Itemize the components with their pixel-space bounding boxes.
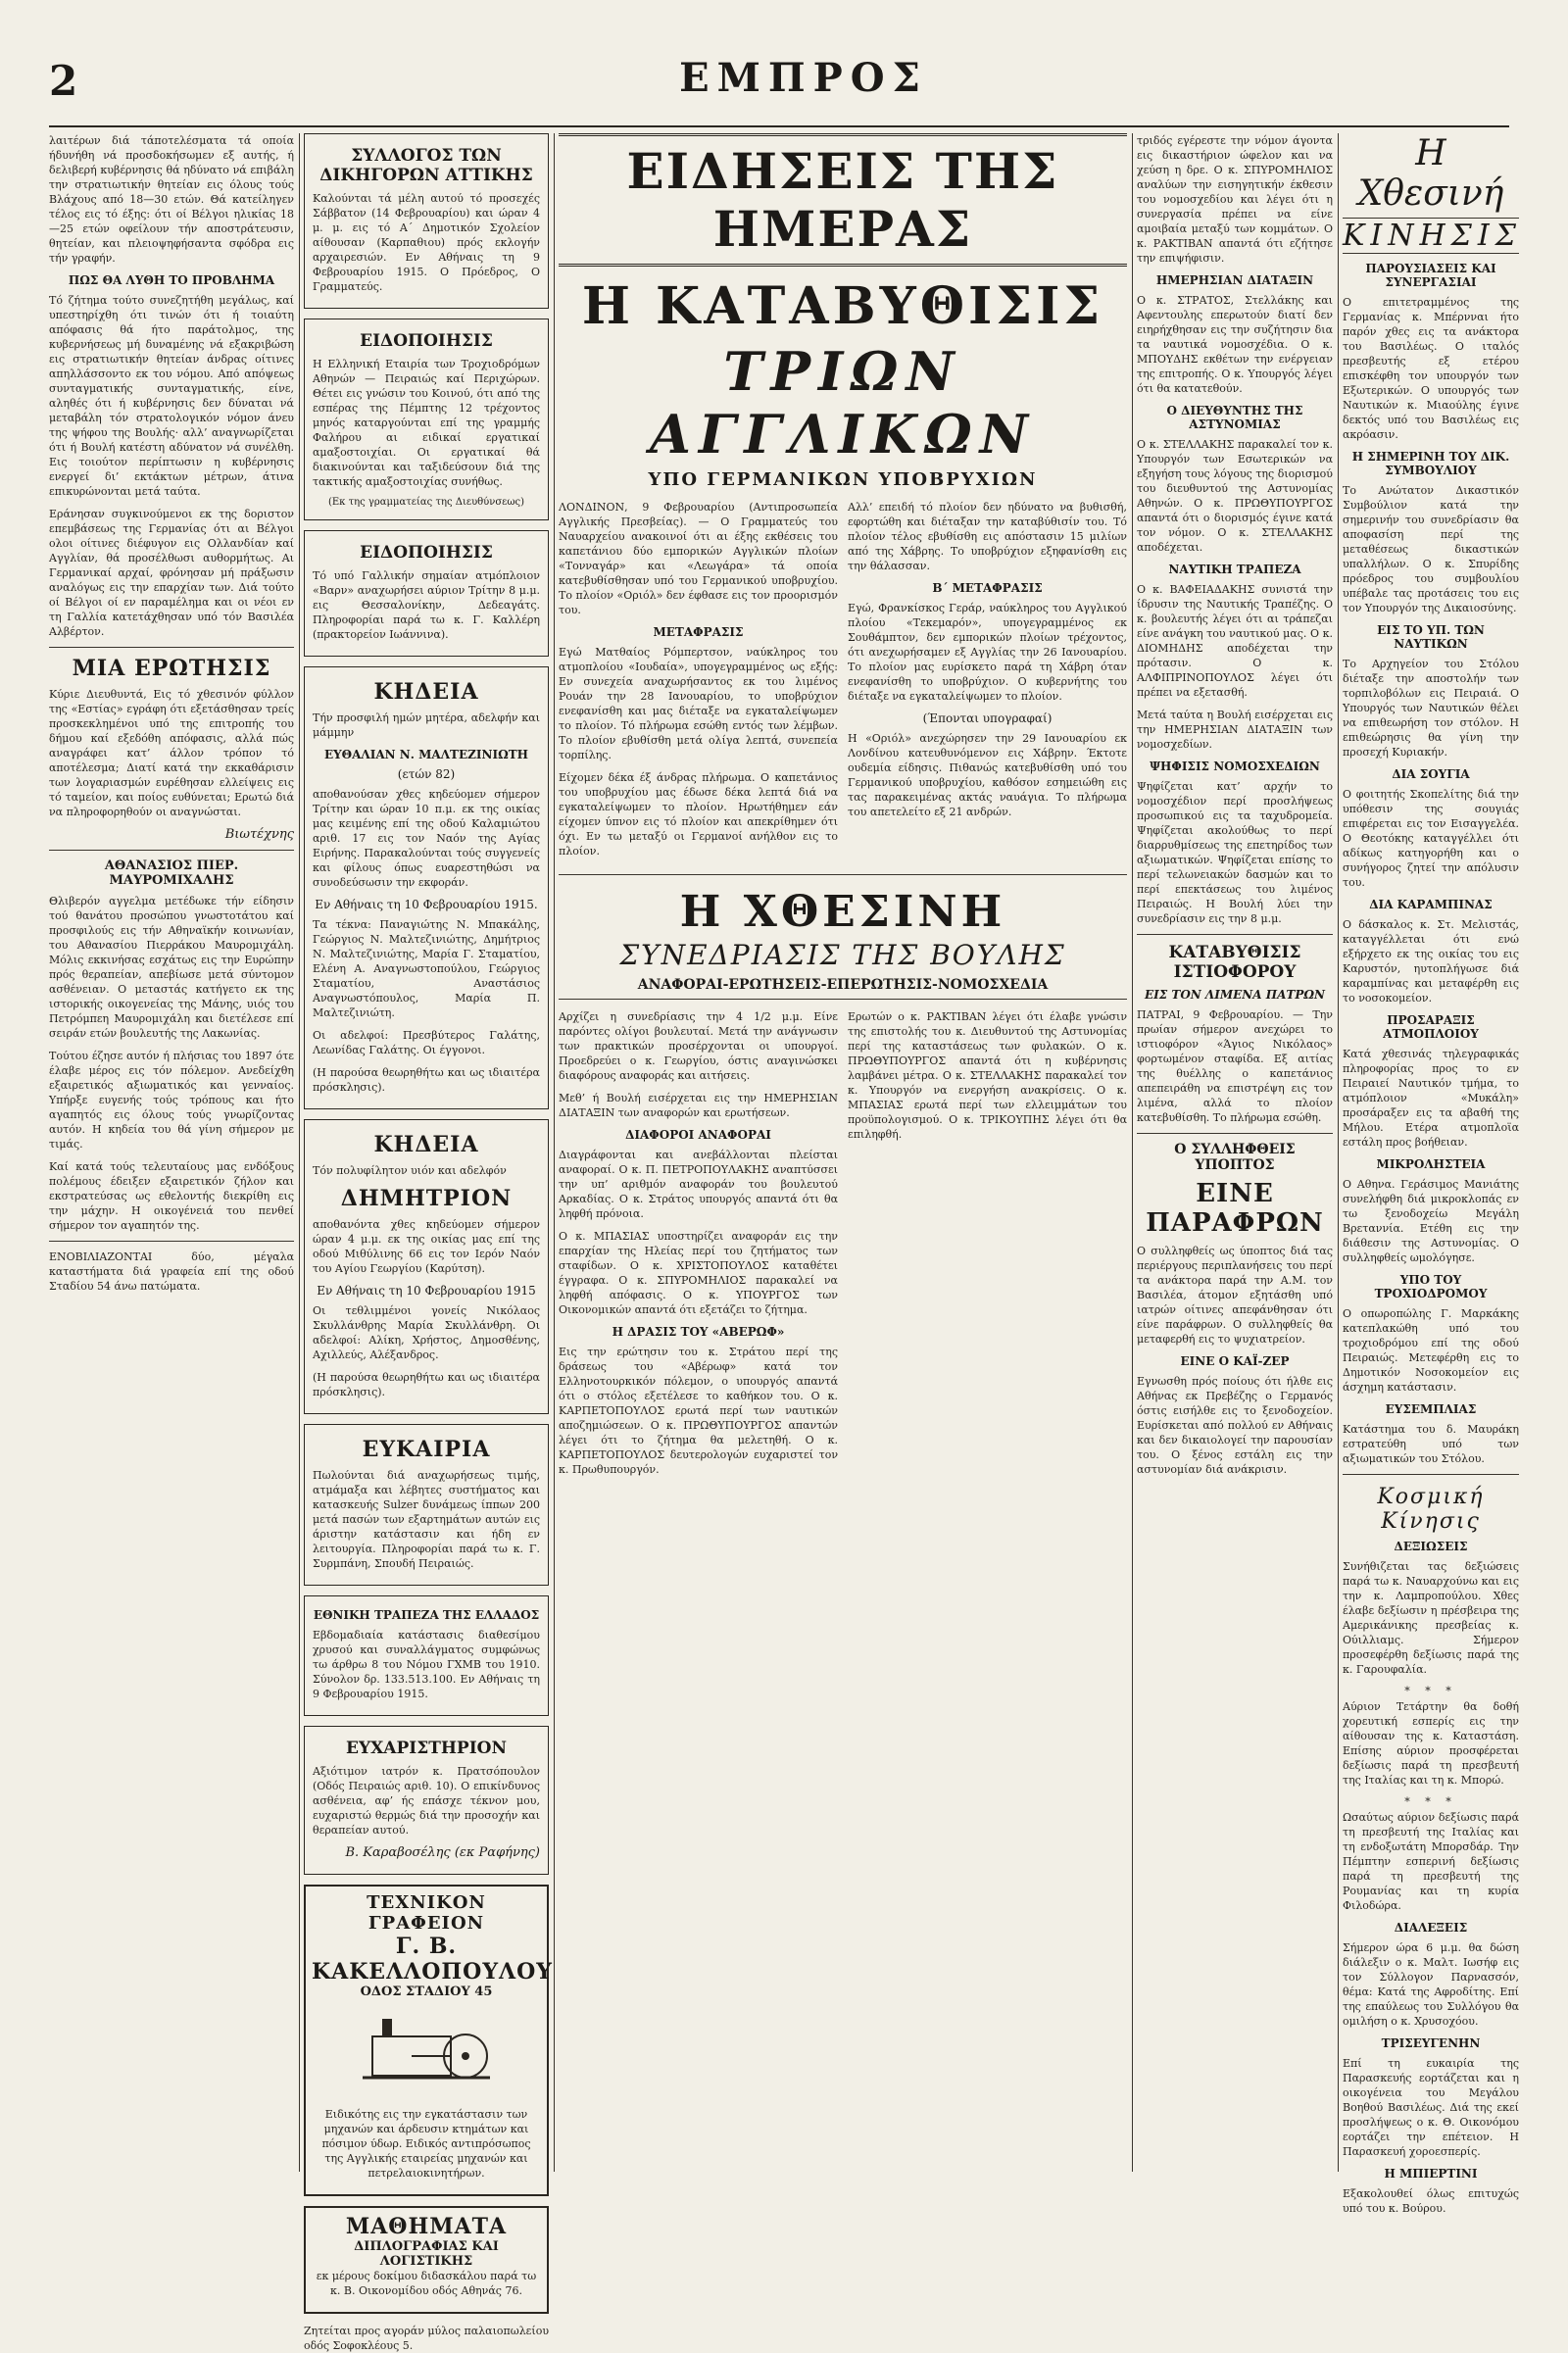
article-text: Εγώ Ματθαίος Ρόμπερτσον, ναύκληρος του ατμοπλοίου «Ιουδαία», υπογεγραμμένος ως εξής: Εν συνεχεία αναχωρήσαντος εκ του λιμένος Ρουάν την 28 Ιανουαρίου, το υποβρύχιον ενεφανίσθη και μας διέταξε να εγκαταλείψωμεν το πλοίον. Τό πλήρωμα εσώθη εντός των λέμβων. Το πλοίον εβυθίσθη μετά ολίγα λεπτά, συνεπεία τορπίλης. [559,646,838,761]
article-text: Ερωτών ο κ. ΡΑΚΤΙΒΑΝ λέγει ότι έλαβε γνώσιν της επιστολής του κ. Διευθυντού της Αστυνομίας περί της καταστάσεως των φυλακών. Ο κ. ΠΡΩΘΥΠΟΥΡΓΟΣ απαντά ότι η κυβέρνησις λαμβάνει μέτρα. Ο κ. ΣΤΕΛΛΑΚΗΣ παρακαλεί τον κ. Υπουργόν να ενεργήση ανακρίσεις. Ο κ. ΜΠΑΣΙΑΣ ερωτά περί των ελλειμμάτων του προϋπολογισμού. Ο κ. ΤΡΙΚΟΥΠΗΣ λέγει ότι θα επιληφθή. [848,1010,1127,1141]
article-heading: ΚΑΤΑΒΥΘΙΣΙΣ ΙΣΤΙΟΦΟΡΟΥ [1168,943,1301,982]
article-text: ΛΟΝΔΙΝΟΝ, 9 Φεβρουαρίου (Αντιπροσωπεία Αγγλικής Πρεσβείας). — Ο Γραμματεύς του Ναυαρχείου ανακοινοί ότι αι έξης εκθέσεις του καπετάνιου δύο εμπορικών Αγγλικών πλοίων «Τονναγάρ» και «Λεωγάρα» τά οποία κατεβυθίσθησαν υπό του Γερμανικού υποβρυχίου. Το πλοίον «Οριόλ» δεν έφθασε εις τον προορισμόν του. [559,501,838,616]
classified-ad: Ζητείται προς αγοράν μύλος παλαιοπωλείου οδός Σοφοκλέους 5. [304,2325,549,2352]
sub-heading: ΔΙΑΦΟΡΟΙ ΑΝΑΦΟΡΑΙ [625,1128,771,1142]
news-heading: ΠΑΡΟΥΣΙΑΣΕΙΣ ΚΑΙ ΣΥΝΕΡΓΑΣΙΑΙ [1365,262,1496,289]
article-text: Ο κ. ΒΑΦΕΙΑΔΑΚΗΣ συνιστά την ίδρυσιν της Ναυτικής Τραπέζης. Ο κ. βουλευτής λέγει ότι αι τράπεζαι είνε ανάγκη του ναυτικού μας. Ο κ. ΔΙΟΜΗΔΗΣ αποδέχεται την πρότασιν. Ο κ. ΑΛΦΙΠΡΙΝΟΠΟΥΛΟΣ λέγει ότι πρέπει να εξετασθή. [1137,583,1333,699]
article-columns [559,1009,1127,1485]
news-heading: ΕΙΣ ΤΟ ΥΠ. ΤΩΝ ΝΑΥΤΙΚΩΝ [1377,623,1485,651]
thanks-text: Αξιότιμον ιατρόν κ. Πρατσόπουλον (Οδός Πειραιώς αριθ. 10). Ο επικίνδυνος ασθένεια, αφ’ ής επάσχε τέκνον μου, ευχαριστώ θερμώς διά την προσοχήν και θεραπείαν αυτού. [313,1765,540,1837]
sub-heading: ΝΑΥΤΙΚΗ ΤΡΑΠΕΖΑ [1168,563,1301,576]
article-text: Διαγράφονται και ανεβάλλονται πλείσται αναφοραί. Ο κ. Π. ΠΕΤΡΟΠΟΥΛΑΚΗΣ αναπτύσσει την υπ’ αριθμόν αναφοράν του βουλευτού Αρκαδίας. Ο κ. Στράτος υπουργός απαντά ότι θα ληφθή πρόνοια. [559,1149,838,1220]
section-subtitle: ΚΙΝΗΣΙΣ [1343,219,1522,253]
notice-source: (Εκ της γραμματείας της Διευθύνσεως) [327,497,524,508]
obituary-text: Τούτου έζησε αυτόν ή πλήσιας του 1897 ότε έλαβε μέρος εις τόν πόλεμον. Ανεδείχθη εξαιρετικός αξιωματικός και γενναίος. Υπήρξε ευγενής τούς τρόπους και ήτο αγαπητός εις όλους τούς γνωρίζοντας αυτόν. Η κηδεία του θά γίνη σήμερον με τιμάς. [49,1050,294,1151]
deceased-age: (ετών 82) [397,767,456,781]
article-left-column [559,1009,838,1485]
funeral-text: αποθανούσαν χθες κηδεύομεν σήμερον Τρίτην και ώραν 10 π.μ. εκ της οικίας μας κειμένης επί της οδού Καλαμιώτου αριθ. 17 εις τον Ναόν της Αγίας Ειρήνης. Παρακαλούνται τούς συγγενείς και φίλους όπως ευαρεστηθώσι να συνοδεύσωσιν την εκφοράν. [313,788,540,889]
notice-text: Καλούνται τά μέλη αυτού τό προσεχές Σάββατον (14 Φεβρουαρίου) και ώραν 4 μ. μ. εις τό Α΄ Δημοτικόν Σχολείον αίθουσαν (Καρπαθιου) πρός εκλογήν αρχαιρεσιών. Εν Αθήναις τη 9 Φεβρουαρίου 1915. Ο Πρόεδρος, Ο Γραμματεύς. [313,192,540,293]
headline-line-2: ΤΡΙΩΝ ΑΓΓΛΙΚΩΝ [649,340,1037,466]
steam-engine-illustration [353,2007,500,2095]
notice-heading: ΣΥΛΛΟΓΟΣ ΤΩΝ ΔΙΚΗΓΟΡΩΝ ΑΤΤΙΚΗΣ [319,146,533,185]
signature-note: (Έπονται υπογραφαί) [922,711,1053,725]
divider [559,874,1127,875]
lessons-heading: ΜΑΘΗΜΑΤΑ [345,2214,508,2239]
lessons-ad [304,2206,549,2314]
thanks-heading: ΕΥΧΑΡΙΣΤΗΡΙΟΝ [345,1739,508,1758]
classified-ad: ΕΝΟΒΙΛΙΑΖΟΝΤΑΙ δύο, μέγαλα καταστήματα διά γραφεία επί της οδού Σταδίου 54 άνω πατώματα. [49,1250,294,1293]
society-title: Κοσμική Κίνησις [1377,1485,1485,1534]
divider [49,647,294,648]
deceased-name: ΔΗΜΗΤΡΙΟΝ [340,1186,513,1211]
newspaper-name: ΕΜΠΡΟΣ [679,55,928,101]
article-heading: ΜΙΑ ΕΡΩΤΗΣΙΣ [72,656,271,681]
sale-text: Πωλούνται διά αναχωρήσεως τιμής, ατμάμαξα και λέβητες συστήματος και κατασκευής Sulzer δυνάμεως ίππων 200 μετά πασών των εξαρτημάτων αυτών εις άριστην κατάστασιν και ήδη εν λειτουργία. Πληροφορίαι παρά τω κ. Γ. Συρμπάνη, Σπουδή Πειραιώς. [313,1469,540,1570]
headline-line-1: Η ΚΑΤΑΒΥΘΙΣΙΣ [581,276,1104,336]
news-text: Σήμερον ώρα 6 μ.μ. θα δώση διάλεξιν ο κ. Μαλτ. Ιωσήφ εις τον Σύλλογον Παρνασσόν, θέμα: Κατά της Αφροδίτης. Επί της επαύλεως του Συλλόγου θα ομιλήση ο κ. Χρυσοχόου. [1343,1941,1519,2028]
notice-heading: ΕΙΔΟΠΟΙΗΣΙΣ [360,543,493,563]
sub-heading: ΜΕΤΑΦΡΑΣΙΣ [653,625,744,639]
divider [1137,934,1333,935]
news-text: Επί τη ευκαιρία της Παρασκευής εορτάζεται και η οικογένεια του Μεγάλου Βοηθού Βασιλέως. Διά της εκεί προσλήψεως ο κ. Θ. Οικονόμου εορτάζει την επέτειον. Η Παρασκευή χοροεσπερίς. [1343,2057,1519,2158]
page-number: 2 [49,57,78,105]
notice-box [304,530,549,657]
article-right-column [848,500,1127,866]
letter-signature: Βιωτέχνης [224,827,294,842]
news-heading: ΔΙΑ ΣΟΥΓΙΑ [1392,767,1470,781]
article-text: Αλλ’ επειδή τό πλοίον δεν ηδύνατο να βυθισθή, εφορτώθη και διέταξαν την καταβύθισίν του. Τό πλοίον τέλος εβυθίσθη εις απόστασιν 15 μιλίων από της Χάβρης. Το υποβρύχιον εξηφανίσθη εις την θάλασσαν. [848,501,1127,572]
letter-text: Κύριε Διευθυντά, Εις τό χθεσινόν φύλλον της «Εστίας» εγράφη ότι εξετάσθησαν τρείς προσκεκλημένοι υπό της επιτροπής του δήμου καί εξεδόθη απόφασις, αλλά πώς αναγράφει κατ’ άλλον τρόπον τό αποτέλεσμα; Διατί κατά την εκκαθάρισιν των λογαριασμών ευρέθησαν ελλείψεις εις τό ταμείον, και ποίος ευθύνεται; Ερωτώ διά να πληροφορηθούν οι αναγνώσται. [49,688,294,818]
news-text: Κατάστημα του δ. Μαυράκη εστρατεύθη υπό των αξιωματικών του Στόλου. [1343,1423,1519,1465]
news-heading: ΕΥΣΕΜΠΛΙΑΣ [1385,1402,1477,1416]
column-5 [1343,133,1522,2215]
article-heading: ΠΩΣ ΘΑ ΛΥΘΗ ΤΟ ΠΡΟΒΛΗΜΑ [68,273,275,287]
article-subheading: ΕΙΣ ΤΟΝ ΛΙΜΕΝΑ ΠΑΤΡΩΝ [1144,988,1325,1002]
article-text: Είχομεν δέκα έξ άνδρας πλήρωμα. Ο καπετάνιος του υποβρυχίου μας έδωσε δέκα λεπτά διά να εγκαταλείψωμεν το πλοίον. Ηρωτήθημεν εάν είχομεν ύπνον εις τό πλοίον και απεκρίθημεν ότι όχι. Εν τω μεταξύ οι Γερμανοί ανήλθον εις το πλοίον. [559,771,838,858]
notice-text: Τό υπό Γαλλικήν σημαίαν ατμόπλοιον «Βαρν» αναχωρήσει αύριον Τρίτην 8 μ.μ. εις Θεσσαλονίκην, Δεδεαγάτς. Πληροφορίαι παρά τω κ. Γ. Καλλέρη (πρακτορείον Ιωάννινα). [313,569,540,641]
sub-heading: Η ΔΡΑΣΙΣ ΤΟΥ «ΑΒΕΡΩΦ» [612,1325,785,1339]
divider [1137,1133,1333,1134]
section-title: Η Χθεσινή [1357,133,1504,214]
article-left-column [559,500,838,866]
sub-heading: Ο ΔΙΕΥΘΥΝΤΗΣ ΤΗΣ ΑΣΤΥΝΟΜΙΑΣ [1166,404,1303,431]
funeral-note: (Η παρούσα θεωρηθήτω και ως ιδιαιτέρα πρόσκλησις). [313,1371,540,1398]
bank-text: Εβδομαδιαία κατάστασις διαθεσίμου χρυσού και συναλλάγματος συμφώνως τω άρθρω 8 του Νόμου ΓΧΜΒ του 1910. Σύνολον δρ. 133.513.100. Εν Αθήναις τη 9 Φεβρουαρίου 1915. [313,1629,540,1700]
article-heading: Ο ΣΥΛΛΗΦΘΕΙΣ ΥΠΟΠΤΟΣ [1174,1142,1296,1173]
column-divider [1338,133,1339,2172]
article-columns [559,500,1127,866]
article-text: Ο κ. ΣΤΕΛΛΑΚΗΣ παρακαλεί τον κ. Υπουργόν των Εσωτερικών να εξηγήση τους λόγους της διορισμού του διευθυντού της Αστυνομίας Αθηνών. Ο κ. ΠΡΩΘΥΠΟΥΡΓΟΣ απαντά ότι ο διορισμός έγινε κατά τον νόμον. Ο κ. ΣΤΕΛΛΑΚΗΣ αποδέχεται. [1137,438,1333,554]
divider [49,850,294,851]
mourners-list: Οι αδελφοί: Πρεσβύτερος Γαλάτης, Λεωνίδας Γαλάτης. Οι έγγονοι. [313,1029,540,1056]
news-heading: Η ΣΗΜΕΡΙΝΗ ΤΟΥ ΔΙΚ. ΣΥΜΒΟΥΛΙΟΥ [1351,450,1510,477]
column-1 [49,133,294,2172]
column-4 [1137,133,1333,2172]
star-separator: * * * [1404,1795,1457,1808]
parliament-subtitle: ΣΥΝΕΔΡΙΑΣΙΣ ΤΗΣ ΒΟΥΛΗΣ [619,939,1066,971]
headline-subtitle: ΥΠΟ ΓΕΡΜΑΝΙΚΩΝ ΥΠΟΒΡΥΧΙΩΝ [648,469,1038,490]
funeral-notice [304,666,549,1109]
masthead [49,27,1509,127]
news-text: Ο δάσκαλος κ. Στ. Μελιστάς, καταγγέλλεται ότι ενώ εξήρχετο εκ της οικίας του εις Καρυστόν, ηυτοπλήγωσε διά καραμπίνας και μεταφέρθη εις το νοσοκομείον. [1343,918,1519,1005]
ad-text: Ειδικότης εις την εγκατάστασιν των μηχανών και άρδευσιν κτημάτων και πόσιμον ύδωρ. Ειδικός αντιπρόσωπος της Αγγλικής εταιρείας μηχανών και πετρελαιοκινητήρων. [321,2108,531,2180]
article-text: Εράνησαν συγκινούμενοι εκ της δοριστον επεμβάσεως της Γερμανίας ότι αι Βέλγοι ολοι οίτινες διέφυγον εις Ολλανδίαν καί Αγγλίαν, θά προσέλθωσι αυθορμήτως. Αι Γερμανικαί αρχαί, φρόνησαν μή πράξωσιν αναλόγως εις την επαρχίαν των. Διά τούτο οί Βέλγοι οί εν παραμέλημα και οι νέοι εν τη Γαλλία κατετάχθησαν υπό τόν Βασιλέα Αλβέρτον. [49,508,294,638]
sale-heading: ΕΥΚΑΙΡΙΑ [362,1437,491,1462]
mourners-list: Τα τέκνα: Παναγιώτης Ν. Μπακάλης, Γεώργιος Ν. Μαλτεζινιώτης, Δημήτριος Ν. Μαλτεζινιώτης, Μαρία Γ. Σταματίου, Ελένη Α. Αναγνωστοπούλου, Γεώργιος Σταματίου, Αναστάσιος Αναγνωστόπουλος, Μαρία Π. Μαλτεζινιώτη. [313,918,540,1019]
funeral-heading: ΚΗΔΕΙΑ [373,679,479,705]
news-text: Ο Αθηνα. Γεράσιμος Μανιάτης συνελήφθη διά μικροκλοπάς εν τω ξενοδοχείω Μεγάλη Βρεταννία. Ετέθη εις την διάθεσιν της Αστυνομίας. Ο συλληφθείς ωμολόγησε. [1343,1178,1519,1264]
thanks-signature: Β. Καραβοσέλης (εκ Ραφήνης) [345,1845,540,1860]
deceased-name: ΕΥΘΑΛΙΑΝ Ν. ΜΑΛΤΕΖΙΝΙΩΤΗ [323,748,529,761]
obituary-text: Θλιβερόν αγγελμα μετέδωκε τήν είδησιν τού θανάτου προσώπου γνωστοτάτου καί προσφιλούς εις τήν Αθηναϊκήν κοινωνίαν, του Αθανασίου Πιερράκου Μαυρομιχάλη. Μόλις εκκινήσας εσχάτως εις την Ευρώπην πρός θεραπείαν, απεβίωσε μετά σύντομον ασθένειαν. Ο μεταστάς κατήγετο εκ της ιστορικής οικογενείας της Μάνης, υιός του Πετρόμπεη Μαυρομιχάλη και διετέλεσε επί σειράν ετών βουλευτής της Λακωνίας. [49,895,294,1040]
sub-heading: ΗΜΕΡΗΣΙΑΝ ΔΙΑΤΑΞΙΝ [1155,273,1314,287]
news-text: Ο οπωροπώλης Γ. Μαρκάκης κατεπλακώθη υπό του τροχιοδρόμου επί της οδού Πειραιώς. Μετεφέρθη εις το Δημοτικόν Νοσοκομείον εις άσχημη κατάστασιν. [1343,1307,1519,1394]
parliament-title: Η ΧΘΕΣΙΝΗ [679,887,1006,937]
news-text: Ο φοιτητής Σκοπελίτης διά την υπόθεσιν της σουγιάς επιφέρεται εις τον Εισαγγελέα. Ο Θεοτόκης καταγγέλλει ότι αδίκως κατηγορήθη και ο συνήγορος ζητεί την απόλυσιν του. [1343,788,1519,889]
funeral-note: (Η παρούσα θεωρηθήτω και ως ιδιαιτέρα πρόσκλησις). [313,1066,540,1094]
column-divider [299,133,300,2172]
article-text: τριδός εγέρεστε την νόμον άγοντα εις δικαστήριον ώφελον και να χεύση η δρε. Ο κ. ΣΠΥΡΟΜΗΛΙΟΣ αναλύων την εισηγητικήν έκθεσιν του νομοσχεδίου και λέγει ότι η συνεργασία πρέπει να είνε αμοιβαία μεταξύ των κομμάτων. Ο κ. ΡΑΚΤΙΒΑΝ απαντά ότι εζήτησε την επιψήφισιν. [1137,134,1333,265]
article-text: λαιτέρων διά τάποτελέσματα τά οποία ήδυνήθη νά προσδοκήσωμεν εξ αυτής, ή δελιβερή κυβέρνησις θά ηδύνατο νά επιβάλη την στρατιωτικήν θητείαν εις όλους τούς Βλάχους από 18—30 ετών. Θά κατείληγεν τέλος εις τό έξης: ότι οί Βέλγοι ηλικίας 18—25 ετών οφείλουν τήν αποστράτευσιν, θητείαν, και πλειοψηφήσαντα σφόδρα εις τήν γραφήν. [49,134,294,265]
article-text: Η «Οριόλ» ανεχώρησεν την 29 Ιανουαρίου εκ Λονδίνου κατευθυνόμενον εις Χάβρην. Έκτοτε ουδεμία είδησις. Πιθανώς κατεβυθίσθη υπό του Γερμανικού υποβρυχίου, καθόσον εσημειώθη εις τας παρακειμένας ακτάς ναυάγια. Το πλήρωμα του απετελείτο εξ 21 ανδρών. [848,732,1127,818]
thanks-notice [304,1726,549,1875]
news-text: Εξακολουθεί όλως επιτυχώς υπό του κ. Βούρου. [1343,2187,1519,2215]
sale-notice [304,1424,549,1586]
news-text: Αύριον Τετάρτην θα δοθή χορευτική εσπερίς εις την αίθουσαν της κ. Καταστάση. Επίσης αύριον προσφέρεται δεξίωσις παρά τη πρεσβευτή της Ιταλίας και τη κ. Μπορώ. [1343,1700,1519,1787]
article-text: Ο συλληφθείς ως ύποπτος διά τας περιέργους περιπλανήσεις του περί τα ανάκτορα παρά την Α.Μ. τον Βασιλέα, άτομον εξητάσθη υπό ιατρών οίτινες απεφάνθησαν ότι είνε παράφρων. Ο συλληφθείς θα μεταφερθή εις το ψυχιατρείον. [1137,1245,1333,1346]
article-subheading: ΕΙΝΕ ΠΑΡΑΦΡΩΝ [1146,1179,1324,1238]
ad-street: ΟΔΟΣ ΣΤΑΔΙΟΥ 45 [360,1985,493,1999]
news-text: Ο επιτετραμμένος της Γερμανίας κ. Μπέρνναι ήτο παρόν χθες εις τα ανάκτορα του Βασιλέως. Ο ιταλός πρεσβευτής εξ ετέρου επισκέφθη τον υπουργόν των Εξωτερικών. Ο υπουργός των Ναυτικών κ. Μιαούλης έγινε δεκτός υπό του Βασιλέως εις ακρόασιν. [1343,296,1519,441]
news-text: Το Ανώτατον Δικαστικόν Συμβούλιον κατά την σημερινήν του συνεδρίασιν θα αποφασίση περί της μεταθέσεως δικαστικών υπαλλήλων. Ο κ. Σπυρίδης πρόεδρος του συμβουλίου υπέβαλε τας προτάσεις του εις τον Υπουργόν της Δικαιοσύνης. [1343,484,1519,614]
article-right-column [848,1009,1127,1485]
obituary-heading: ΑΘΑΝΑΣΙΟΣ ΠΙΕΡ. ΜΑΥΡΟΜΙΧΑΛΗΣ [104,858,239,888]
divider [1343,1474,1519,1475]
funeral-date: Εν Αθήναις τη 10 Φεβρουαρίου 1915. [315,898,538,911]
news-heading: ΤΡΙΣΕΥΓΕΝΗΝ [1381,2036,1481,2050]
column-3 [559,133,1127,2172]
divider [49,1241,294,1242]
technical-office-ad [304,1885,553,2196]
lessons-subject: ΔΙΠΛΟΓΡΑΦΙΑΣ ΚΑΙ ΛΟΓΙΣΤΙΚΗΣ [354,2239,499,2269]
article-text: Ψηφίζεται κατ’ αρχήν το νομοσχέδιον περί προσλήψεως προσωπικού εις τα ταχυδρομεία. Ψηφίζεται ακολούθως το περί διαρρυθμίσεως της επετηρίδος των αξιωματικών. Ψηφίζεται επίσης το περί τελωνειακών δασμών και το περί επεκτάσεως του λιμένος Πειραιώς. Η Βουλή λύει την συνεδρίασιν εις την 8 μ.μ. [1137,780,1333,925]
funeral-text: Τήν προσφιλή ημών μητέρα, αδελφήν και μάμμην [313,711,540,739]
column-divider [554,133,555,2172]
funeral-text: Τόν πολυφίλητον υιόν και αδελφόν [313,1164,507,1177]
funeral-date: Εν Αθήναις τη 10 Φεβρουαρίου 1915 [317,1284,536,1298]
news-heading: ΥΠΟ ΤΟΥ ΤΡΟΧΙΟΔΡΟΜΟΥ [1374,1273,1488,1300]
news-heading: ΠΡΟΣΑΡΑΞΙΣ ΑΤΜΟΠΛΟΙΟΥ [1383,1013,1479,1041]
news-heading: ΔΕΞΙΩΣΕΙΣ [1394,1540,1468,1553]
article-text: Εις την ερώτησιν του κ. Στράτου περί της δράσεως του «Αβέρωφ» κατά τον Ελληνοτουρκικόν πόλεμον, ο υπουργός απαντά ότι ο στόλος εξετέλεσε το καθήκον του. Ο κ. ΚΑΡΠΕΤΟΠΟΥΛΟΣ ερωτά περί των ναυτικών αποζημιώσεων. Ο κ. ΠΡΩΘΥΠΟΥΡΓΟΣ απαντών λέγει ότι το ζήτημα θα μελετηθή. Ο κ. ΚΑΡΠΕΤΟΠΟΥΛΟΣ δευτερολογών ευχαριστεί τον κ. Πρωθυπουργόν. [559,1346,838,1476]
sub-heading: ΕΙΝΕ Ο ΚΑΪ-ΖΕΡ [1180,1354,1290,1368]
article-text: Ο κ. ΜΠΑΣΙΑΣ υποστηρίζει αναφοράν εις την επαρχίαν της Ηλείας περί του ζητήματος των σταφίδων. Ο κ. ΧΡΙΣΤΟΠΟΥΛΟΣ καταθέτει έγγραφα. Ο κ. ΣΠΥΡΟΜΗΛΙΟΣ παρακαλεί να ληφθή απόφασις. Ο κ. ΥΠΟΥΡΓΟΣ των Οικονομικών απαντά ότι εξετάζει το ζήτημα. [559,1230,838,1316]
notice-box [304,133,549,309]
bank-notice [304,1595,549,1716]
sub-heading: Β΄ ΜΕΤΑΦΡΑΣΙΣ [932,581,1043,595]
article-text: Τό ζήτημα τούτο συνεζητήθη μεγάλως, καί υπεστηρίχθη ότι τινών ότι ή τοιαύτη απόφασις θά ήτο παράτολμος, της κυβερνήσεως μή δυναμένης νά εξακριβώση εις στρατιωτικήν θητείαν άνδρας οίτινες απηλλάσσοντο εκ του νόμου. Από απόψεως συνταγματικής συνταγματικής, είνε, αληθές ότι ή κυβέρνησις δεν δύναται νά μεταβάλη τόν στρατολογικόν νόμον άνευ της ψήφου της Βουλής· αλλ’ αναγνωρίζεται ότι ή Βουλή κατέστη αδύνατον νά συνέλθη. Εις τοιούτον περίπτωσιν η κυβέρνησις ενεργεί δι’ εκτάκτων μέτρων, άτινα επικυρώνονται μετά ταύτα. [49,294,294,498]
article-text: Μεθ’ ή Βουλή εισέρχεται εις την ΗΜΕΡΗΣΙΑΝ ΔΙΑΤΑΞΙΝ των αναφορών και ερωτήσεων. [559,1092,838,1119]
section-banner: ΕΙΔΗΣΕΙΣ ΤΗΣ ΗΜΕΡΑΣ [559,133,1127,267]
parliament-topics: ΑΝΑΦΟΡΑΙ-ΕΡΩΤΗΣΕΙΣ-ΕΠΕΡΩΤΗΣΙΣ-ΝΟΜΟΣΧΕΔΙΑ [559,977,1127,1000]
lessons-text: εκ μέρους δοκίμου διδασκάλου παρά τω κ. Β. Οικονομίδου οδός Αθηνάς 76. [316,2270,537,2297]
mourners-list: Οι τεθλιμμένοι γονείς Νικόλαος Σκυλλάνθρης Μαρία Σκυλλάνθρη. Οι αδελφοί: Αλίκη, Χρήστος, Δημοσθένης, Αχιλλεύς, Αλέξανδρος. [313,1304,540,1361]
column-divider [1132,133,1133,2172]
obituary-text: Καί κατά τούς τελευταίους μας ενδόξους πολέμους έδειξεν εξαιρετικόν ζήλον και εκστρατεύσας ως εθελοντής διεκρίθη εις την μάχην. Η οικογένειά του πενθεί σήμερον τον αγαπητόν της. [49,1160,294,1232]
ad-title: ΤΕΧΝΙΚΟΝ ΓΡΑΦΕΙΟΝ [367,1892,486,1934]
funeral-text: αποθανόντα χθες κηδεύομεν σήμερον ώραν 4 μ.μ. εκ της οικίας μας επί της οδού Μιθύλινης 66 εις τον Ιερόν Ναόν του Αγίου Γεωργίου (Καρύτση). [313,1218,540,1275]
bank-heading: ΕΘΝΙΚΗ ΤΡΑΠΕΖΑ ΤΗΣ ΕΛΛΑΔΟΣ [313,1608,540,1622]
article-text: ΠΑΤΡΑΙ, 9 Φεβρουαρίου. — Την πρωίαν σήμερον ανεχώρει το ιστιοφόρον «Άγιος Νικόλαος» φορτωμένον σταφίδα. Εξ αιτίας της θυέλλης ο καπετάνιος απεπειράθη να επιστρέψη εις τον λιμένα, αλλά το πλοίον κατεβυθίσθη. Το πλήρωμα εσώθη. [1137,1008,1333,1124]
star-separator: * * * [1404,1685,1457,1697]
sub-heading: ΨΗΦΙΣΙΣ ΝΟΜΟΣΧΕΔΙΩΝ [1150,760,1320,773]
news-heading: ΔΙΑ ΚΑΡΑΜΠΙΝΑΣ [1369,898,1493,911]
news-heading: ΔΙΑΛΕΞΕΙΣ [1394,1921,1468,1935]
news-text: Κατά χθεσινάς τηλεγραφικάς πληροφορίας προς το εν Πειραιεί Ναυτικόν τμήμα, το ατμόπλοιον «Μυκάλη» προσάραξεν εις τα αβαθή της Μήλου. Ετέρα ατμοπλοϊα εστάλη προς βοήθειαν. [1343,1048,1519,1149]
article-text: Εγνωσθη πρός ποίους ότι ήλθε εις Αθήνας εκ Πρεβέζης ο Γερμανός όστις εισήλθε εις το ξενοδοχείον. Ευρίσκεται από πολλού εν Αθήναις και δεν δικαιολογεί την παρουσίαν του. Ο ξένος εστάλη εις την αστυνομίαν διά ανάκρισιν. [1137,1375,1333,1476]
ad-company-name: Γ. Β. ΚΑΚΕΛΛΟΠΟΥΛΟΥ [312,1934,553,1985]
notice-box [304,319,549,520]
news-text: Το Αρχηγείον του Στόλου διέταξε την αποστολήν των τορπιλοβόλων εις Πειραιά. Ο Υπουργός των Ναυτικών θέλει να επιθεωρήση τον στόλον. Η επιθεώρησις θα γίνη την προσεχή Κυριακήν. [1343,658,1519,759]
article-text: Ο κ. ΣΤΡΑΤΟΣ, Στελλάκης και Αφεντουλης επερωτούν διατί δεν ειηρήχθησαν εις την συζήτησιν δια τα ναυτικά νομοσχέδια. Ο κ. ΜΠΟΥΔΗΣ εκθέτων την ενέργειαν της επιτροπής. Ο κ. Υπουργός λέγει ότι θα κατατεθούν. [1137,294,1333,395]
news-heading: ΜΙΚΡΟΛΗΣΤΕΙΑ [1376,1157,1486,1171]
notice-heading: ΕΙΔΟΠΟΙΗΣΙΣ [360,331,493,351]
news-text: Συνήθιζεται τας δεξιώσεις παρά τω κ. Ναυαρχούνω και εις την κ. Λαμπροπούλου. Χθες έλαβε δεξίωσιν η πρέσβειρα της Αμερικάνικης πρεσβείας κ. Ούιλλιαμς. Σήμερον προσεφέρθη δεξίωσις παρά της κ. Γαρουφαλία. [1343,1560,1519,1676]
news-heading: Η ΜΠΙΕΡΤΙΝΙ [1384,2167,1478,2181]
funeral-notice [304,1119,549,1414]
article-text: Εγώ, Φρανκίσκος Γεράρ, ναύκληρος του Αγγλικού πλοίου «Τεκεμαρόν», υπογεγραμμένος εκ Σουθάμπτον, δεν εμπορικών πλοίων τρέχοντος, ότι ανεχωρήσαμεν εξ Αγγλίας την 26 Ιανουαρίου. Το πλοίον μας ευρίσκετο παρά τη Χάβρη όταν ενεφανίσθη το υποβρύχιον. Ο κυβερνήτης του διέταξε να εγκαταλείψωμεν το πλοίον. [848,602,1127,703]
article-text: Αρχίζει η συνεδρίασις την 4 1/2 μ.μ. Είνε παρόντες ολίγοι βουλευταί. Μετά την ανάγνωσιν των πρακτικών προσέρχονται οι υπουργοί. Προεδρεύει ο κ. Γεωργίου, όστις αναγινώσκει διαφόρους αναφοράς και αιτήσεις. [559,1010,838,1082]
funeral-heading: ΚΗΔΕΙΑ [373,1132,479,1157]
column-2 [304,133,553,2352]
notice-text: Η Ελληνική Εταιρία των Τροχιοδρόμων Αθηνών — Πειραιώς καί Περιχώρων. Θέτει εις γνώσιν του Κοινού, ότι από της εσπέρας της Πέμπτης 12 τρέχοντος μηνός καταργούνται επί της γραμμής Φαλήρου αι ειδικαί εργατικαί αμαξοστοιχίαι. Οι εργατικαί θά διακινούνται και ταξιδεύσουν διά της τακτικής αμαξοστοιχίας συνήθως. [313,358,540,488]
article-text: Μετά ταύτα η Βουλή εισέρχεται εις την ΗΜΕΡΗΣΙΑΝ ΔΙΑΤΑΞΙΝ των νομοσχεδίων. [1137,709,1333,751]
news-text: Ωσαύτως αύριον δεξίωσις παρά τη πρεσβευτή της Ιταλίας και τη ενδοξωτάτη Μπορσδάρ. Την Πέμπτην εσπερινή δεξίωσις παρά τη πρεσβευτή της Ρουμανίας και τη κυρία Φιλοδώρα. [1343,1811,1519,1912]
